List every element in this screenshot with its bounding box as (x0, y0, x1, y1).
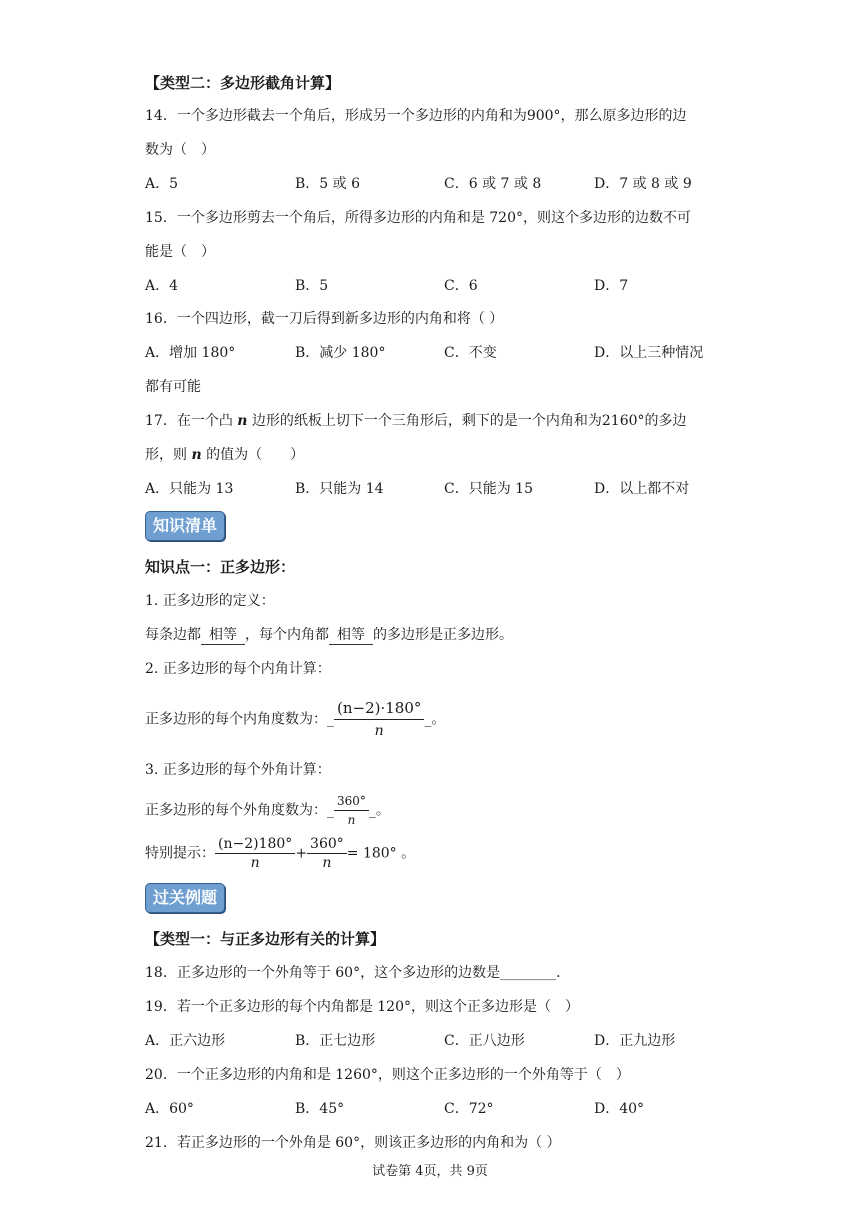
interior-angle-fraction: $\frac{(n-2)\cdot 180^\circ}{n}$ (334, 697, 424, 742)
q15-stem-line2: 能是（ ） (145, 244, 215, 260)
knowledge-point-1-heading: 知识点一：正多边形： (145, 558, 296, 576)
q19-option-b: B．正七边形 (295, 1033, 376, 1049)
q16-option-a: A．增加 180° (145, 345, 236, 361)
definition-blank-2: 相等 (329, 626, 373, 645)
q14-stem-line2: 数为（ ） (145, 142, 215, 158)
exterior-angle-formula-line: 正多边形的每个外角度数为：_ $\frac{360^\circ}{n}$ _。 (145, 794, 390, 827)
q18-stem: 18．正多边形的一个外角等于 60°，这个多边形的边数是________． (145, 965, 571, 981)
q15-option-a: A．4 (145, 278, 179, 294)
q16-option-c: C．不变 (444, 345, 497, 361)
q20-option-b: B．45° (295, 1101, 345, 1117)
q20-option-d: D．40° (594, 1101, 645, 1117)
q19-stem: 19．若一个正多边形的每个内角都是 120°，则这个正多边形是（ ） (145, 999, 579, 1015)
q19-option-c: C．正八边形 (444, 1033, 525, 1049)
q17-stem-line1: 17．在一个凸 n 边形的纸板上切下一个三角形后，剩下的是一个内角和为2160°的多边 (145, 413, 687, 429)
q19-option-a: A．正六边形 (145, 1033, 226, 1049)
tip-fraction-1: $\frac{(n-2)180^\circ}{n}$ (215, 835, 295, 872)
q20-option-a: A．60° (145, 1101, 194, 1117)
exterior-angle-fraction: $\frac{360^\circ}{n}$ (334, 792, 369, 829)
knowledge-list-badge: 知识清单 (145, 511, 225, 541)
q15-option-b: B．5 (295, 278, 329, 294)
q17-option-b: B．只能为 14 (295, 481, 384, 497)
exterior-angle-title: 3. 正多边形的每个外角计算： (145, 762, 331, 778)
q17-stem-line2: 形，则 n 的值为（ ） (145, 447, 305, 463)
examples-badge: 过关例题 (145, 883, 225, 913)
q21-stem: 21．若正多边形的一个外角是 60°，则该正多边形的内角和为（ ） (145, 1135, 561, 1151)
q17-option-a: A．只能为 13 (145, 481, 234, 497)
definition-text: 每条边都 相等 ，每个内角都 相等 的多边形是正多边形。 (145, 627, 513, 643)
q16-option-d-continued: 都有可能 (145, 379, 201, 395)
q14-option-b: B．5 或 6 (295, 176, 361, 192)
definition-title: 1. 正多边形的定义： (145, 593, 275, 609)
q14-option-c: C．6 或 7 或 8 (444, 176, 542, 192)
tip-fraction-2: $\frac{360^\circ}{n}$ (307, 835, 347, 872)
definition-blank-1: 相等 (201, 626, 245, 645)
q17-option-c: C．只能为 15 (444, 481, 533, 497)
special-tip-line: 特别提示： $\frac{(n-2)180^\circ}{n}$ + $\frac{360^\circ}{n}$ = 180° 。 (145, 836, 416, 871)
q19-option-d: D．正九边形 (594, 1033, 676, 1049)
q14-option-a: A．5 (145, 176, 179, 192)
q15-option-d: D．7 (594, 278, 629, 294)
q17-option-d: D．以上都不对 (594, 481, 690, 497)
q15-stem-line1: 15．一个多边形剪去一个角后，所得多边形的内角和是 720°，则这个多边形的边数不可 (145, 210, 691, 226)
interior-angle-title: 2. 正多边形的每个内角计算： (145, 661, 331, 677)
page-footer: 试卷第 4页，共 9页 (372, 1164, 488, 1179)
q16-stem: 16．一个四边形，截一刀后得到新多边形的内角和将（ ） (145, 311, 504, 327)
q15-option-c: C．6 (444, 278, 478, 294)
section-heading-type2: 【类型二：多边形截角计算】 (145, 74, 341, 92)
q14-option-d: D．7 或 8 或 9 (594, 176, 692, 192)
q14-stem-line1: 14．一个多边形截去一个角后，形成另一个多边形的内角和为900°，那么原多边形的边 (145, 108, 687, 124)
q16-option-b: B．减少 180° (295, 345, 386, 361)
q20-stem: 20．一个正多边形的内角和是 1260°，则这个正多边形的一个外角等于（ ） (145, 1067, 630, 1083)
q16-option-d: D．以上三种情况 (594, 345, 704, 361)
section-heading-type1: 【类型一：与正多边形有关的计算】 (145, 930, 386, 948)
q20-option-c: C．72° (444, 1101, 494, 1117)
interior-angle-formula-line: 正多边形的每个内角度数为：_ $\frac{(n-2)\cdot 180^\circ}{n}$ _。 (145, 697, 445, 742)
